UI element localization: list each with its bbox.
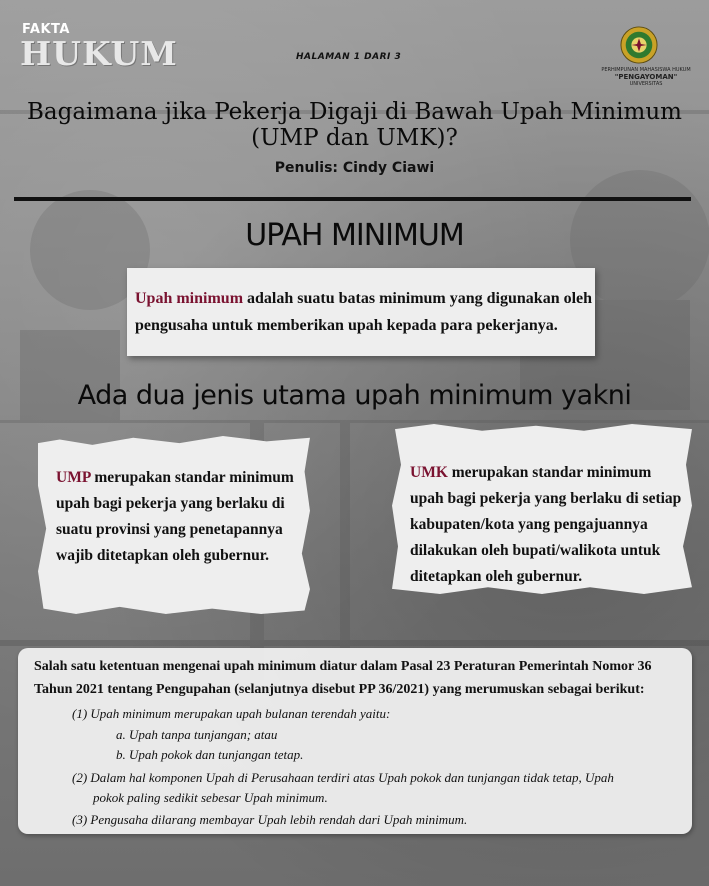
definition-text: Upah minimum adalah suatu batas minimum yang digunakan oleh pengusaha untuk memberikan upah kepada para pekerjanya.	[135, 290, 593, 334]
author-credit: Penulis: Cindy Ciawi	[274, 160, 435, 176]
regulation-item-1a: a. Upah tanpa tunjangan; atau	[116, 727, 278, 742]
types-heading: Ada dua jenis utama upah minimum yakni	[77, 380, 632, 411]
organization-logo-icon	[620, 26, 658, 64]
logo-caption: PERHIMPUNAN MAHASISWA HUKUM "PENGAYOMAN" UNIVERSITAS	[601, 67, 691, 87]
ump-text: UMP merupakan standar minimum upah bagi pekerja yang berlaku di suatu provinsi yang penetapannya wajib ditetapkan oleh gubernur.	[56, 469, 294, 564]
divider	[14, 197, 691, 201]
regulation-item-3: (3) Pengusaha dilarang membayar Upah lebih rendah dari Upah minimum.	[72, 812, 468, 827]
page-title: Bagaimana jika Pekerja Digaji di Bawah Upah Minimum (UMP dan UMK)?	[27, 99, 682, 151]
umk-text: UMK merupakan standar minimum upah bagi pekerja yang berlaku di setiap kabupaten/kota yang pengajuannya dilakukan oleh bupati/walikota untuk ditetapkan oleh gubernur.	[410, 464, 682, 585]
regulation-item-2-cont: pokok paling sedikit sebesar Upah minimum.	[93, 790, 328, 805]
brand-label: FAKTA	[22, 22, 70, 37]
regulation-item-2: (2) Dalam hal komponen Upah di Perusahaan terdiri atas Upah pokok dan tunjangan tidak tetap, Upah	[72, 770, 614, 785]
brand-title: HUKUM	[20, 34, 178, 73]
definition-keyword: Upah minimum	[135, 290, 244, 307]
regulation-item-1: (1) Upah minimum merupakan upah bulanan terendah yaitu:	[72, 706, 391, 721]
page-indicator: HALAMAN 1 DARI 3	[296, 52, 402, 62]
ump-keyword: UMP	[56, 469, 91, 486]
regulation-intro: Salah satu ketentuan mengenai upah minimum diatur dalam Pasal 23 Peraturan Pemerintah Nomor 36 Tahun 2021 tentang Pengupahan (selanjutnya disebut PP 36/2021) yang merumuskan sebagai berikut:	[34, 659, 652, 697]
umk-keyword: UMK	[410, 464, 448, 481]
regulation-item-1b: b. Upah pokok dan tunjangan tetap.	[116, 747, 304, 762]
section-heading: UPAH MINIMUM	[245, 218, 464, 253]
